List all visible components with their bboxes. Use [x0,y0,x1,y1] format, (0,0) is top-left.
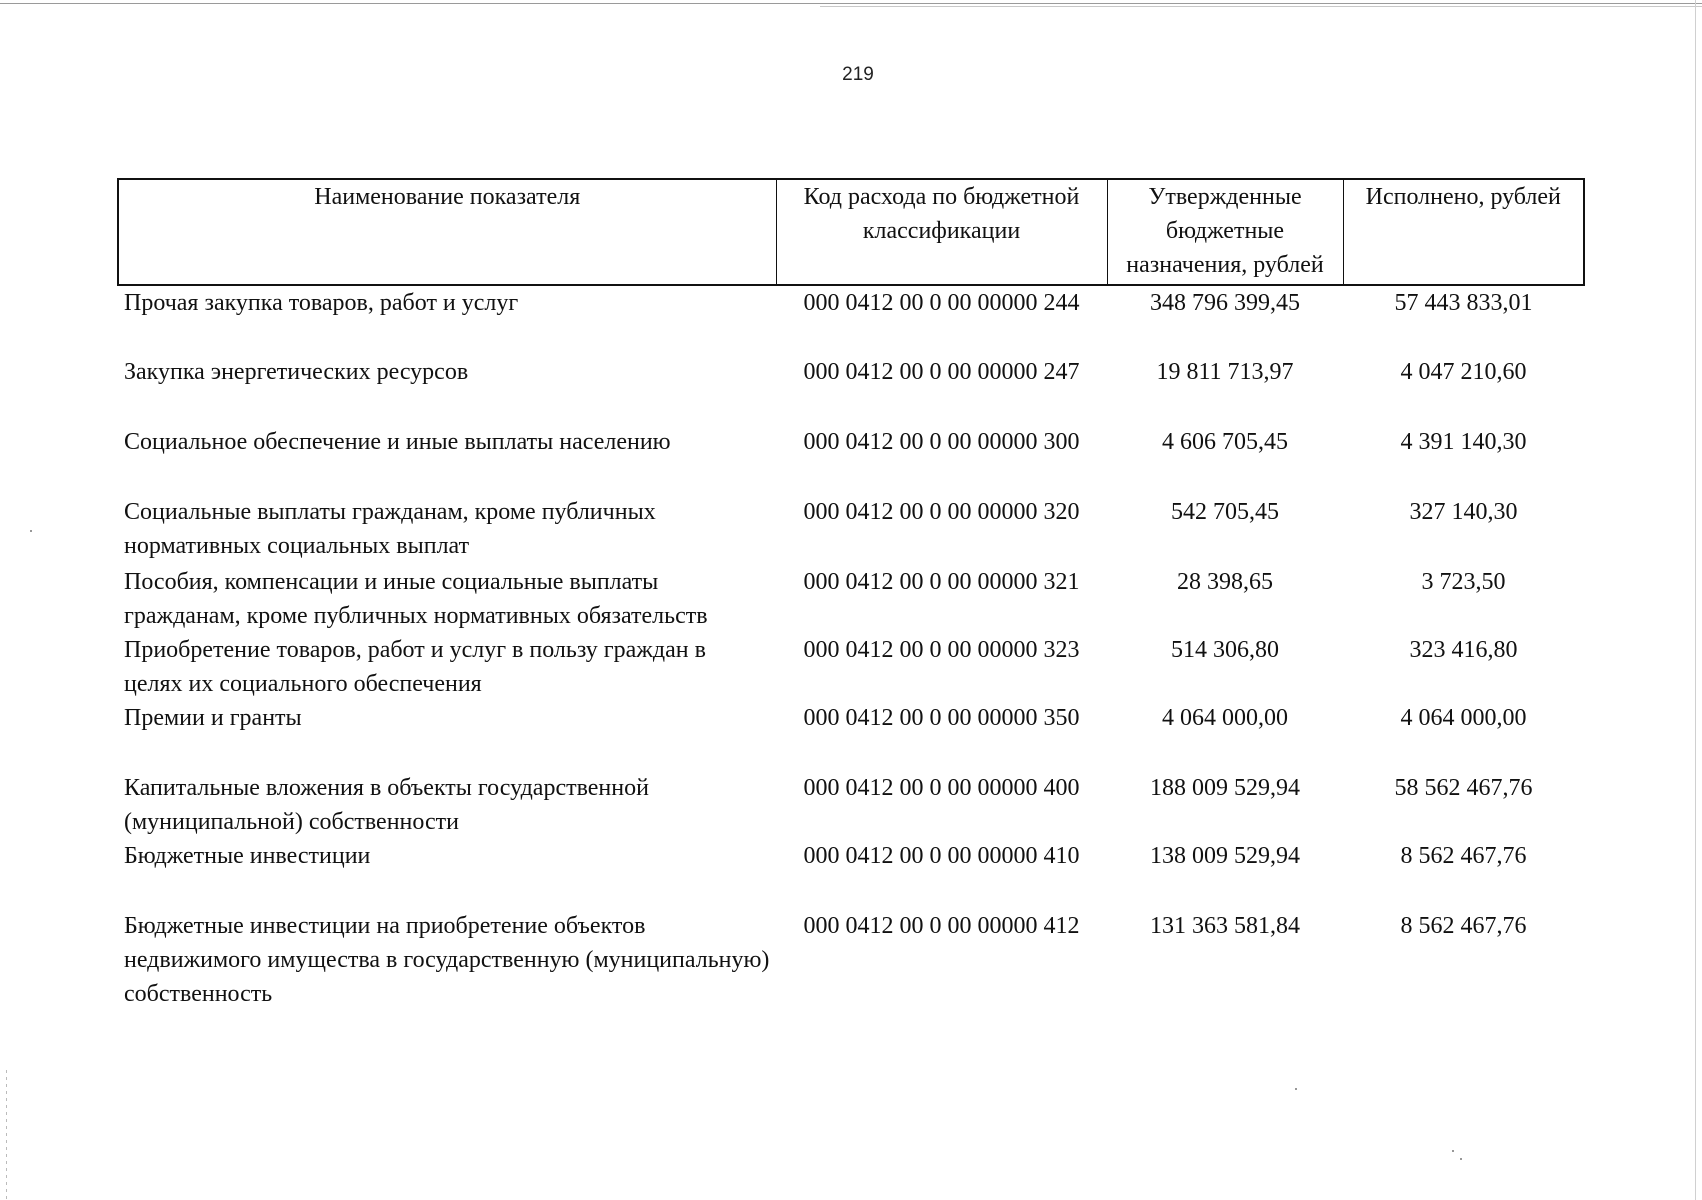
scan-edge-left [6,1070,7,1200]
row-approved: 138 009 529,94 [1150,843,1300,869]
row-name: Закупка энергетических ресурсов [124,359,469,385]
row-code: 000 0412 00 0 00 00000 300 [803,429,1080,455]
row-approved: 131 363 581,84 [1150,913,1300,939]
header-row [118,179,1584,285]
row-approved: 28 398,65 [1177,569,1273,595]
table-row [118,495,1584,565]
row-code: 000 0412 00 0 00 00000 412 [803,913,1080,939]
row-code: 000 0412 00 0 00 00000 410 [803,843,1080,869]
row-name: Бюджетные инвестиции [124,843,371,869]
row-approved: 542 705,45 [1171,499,1279,525]
header-approved-amount: Утвержденные бюджетные назначения, рублей [1107,179,1343,285]
row-executed: 4 064 000,00 [1400,705,1527,731]
row-code: 000 0412 00 0 00 00000 350 [803,705,1080,731]
row-code: 000 0412 00 0 00 00000 400 [803,775,1080,801]
budget-execution-table [117,178,1585,1011]
row-executed: 8 562 467,76 [1400,843,1527,869]
scan-edge-right [1695,0,1696,1200]
table-row [118,285,1584,355]
scan-speck [30,530,32,532]
table-row [118,355,1584,425]
row-executed: 4 391 140,30 [1400,429,1527,455]
row-approved: 348 796 399,45 [1150,290,1300,316]
row-name: Приобретение товаров, работ и услуг в пользу граждан в целях их социального обеспечения [124,637,706,697]
row-executed: 327 140,30 [1409,499,1518,525]
table-row [118,633,1584,701]
header-executed-amount: Исполнено, рублей [1343,179,1584,285]
row-name: Социальное обеспечение и иные выплаты населению [124,429,671,455]
table-row [118,565,1584,633]
row-name: Прочая закупка товаров, работ и услуг [124,290,519,316]
table-header [118,179,1584,285]
row-executed: 4 047 210,60 [1400,359,1527,385]
row-approved: 4 064 000,00 [1162,705,1288,731]
row-approved: 188 009 529,94 [1150,775,1300,801]
row-name: Пособия, компенсации и иные социальные выплаты гражданам, кроме публичных нормативных обязательств [124,569,708,629]
row-approved: 4 606 705,45 [1162,429,1288,455]
row-code: 000 0412 00 0 00 00000 320 [803,499,1080,525]
table-body [118,285,1584,1011]
row-executed: 323 416,80 [1409,637,1518,663]
row-code: 000 0412 00 0 00 00000 323 [803,637,1080,663]
scan-edge-top [0,3,1702,4]
row-code: 000 0412 00 0 00 00000 244 [803,290,1080,316]
table-row [118,771,1584,839]
scan-speck [1452,1150,1454,1152]
row-approved: 19 811 713,97 [1156,359,1294,385]
scan-speck [1460,1158,1462,1160]
table-row [118,701,1584,771]
row-name: Бюджетные инвестиции на приобретение объектов недвижимого имущества в государственную (муниципальную) собственность [124,913,770,1007]
row-name: Премии и гранты [124,705,302,731]
row-name: Социальные выплаты гражданам, кроме публичных нормативных социальных выплат [124,499,656,559]
scan-edge-top-secondary [820,6,1702,7]
header-indicator-name: Наименование показателя [118,179,776,285]
table-row [118,425,1584,495]
row-name: Капитальные вложения в объекты государственной (муниципальной) собственности [124,775,649,835]
scan-speck [1295,1088,1297,1090]
row-executed: 8 562 467,76 [1400,913,1527,939]
page-number: 219 [842,64,874,85]
row-approved: 514 306,80 [1171,637,1279,663]
header-expense-code: Код расхода по бюджетной классификации [776,179,1107,285]
row-executed: 58 562 467,76 [1394,775,1533,801]
row-executed: 57 443 833,01 [1394,290,1533,316]
row-code: 000 0412 00 0 00 00000 247 [803,359,1080,385]
row-executed: 3 723,50 [1421,569,1506,595]
row-code: 000 0412 00 0 00 00000 321 [803,569,1080,595]
table-row [118,909,1584,1011]
table-row [118,839,1584,909]
